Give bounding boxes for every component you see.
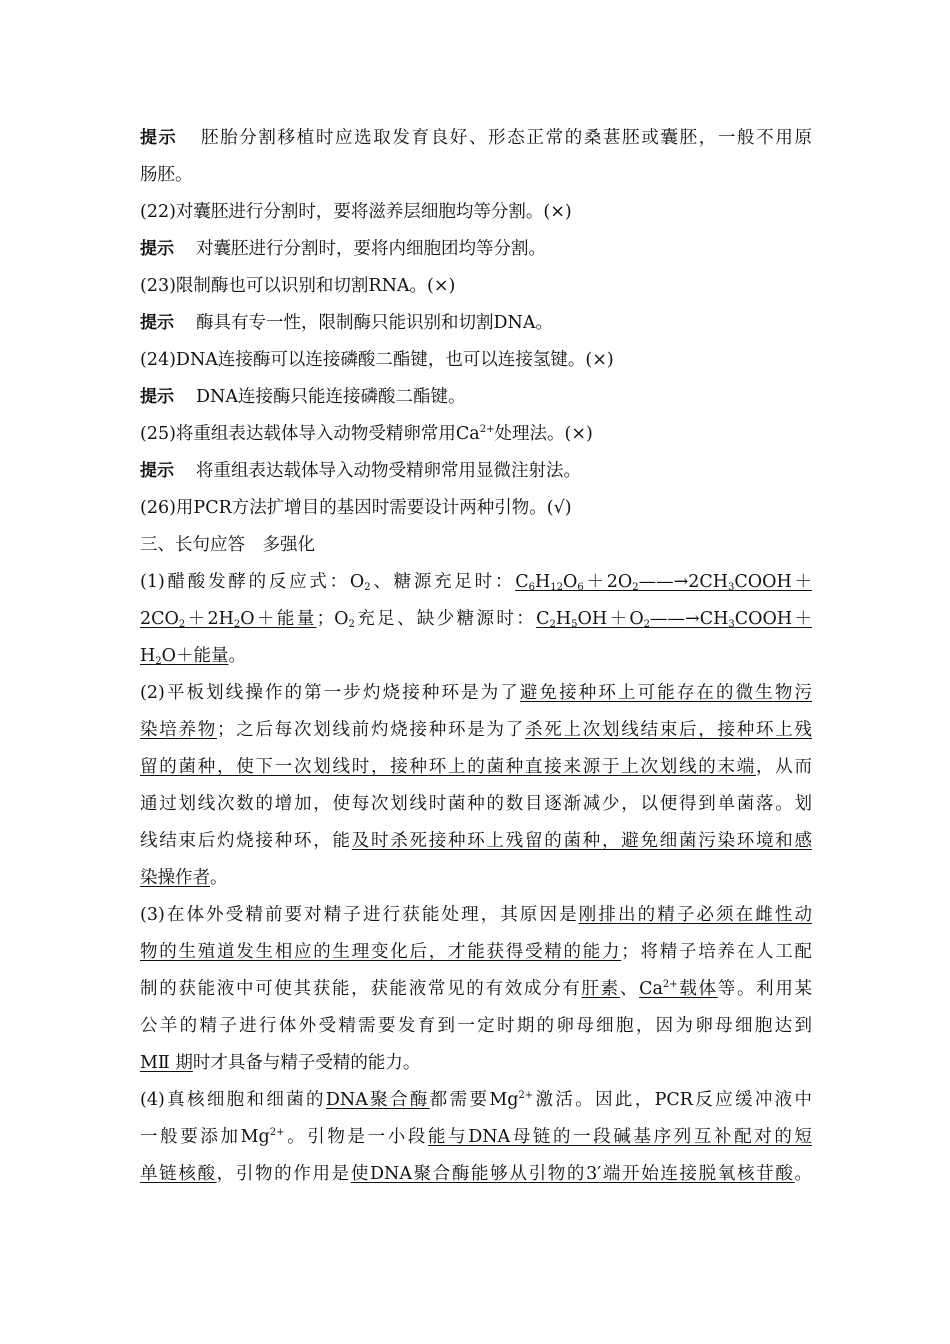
hint-22-text: 对囊胚进行分割时，要将内细胞团均等分割。 <box>196 239 546 259</box>
hint-21-text: 胚胎分割移植时应选取发育良好、形态正常的桑葚胚或囊胚，一般不用原 <box>199 128 813 148</box>
hint-label: 提示 <box>140 313 174 333</box>
section-heading: 三、长句应答 多强化 <box>140 535 315 555</box>
answer-1-line-2: $2CO_2+2H_2O+$能量；$O_2$充足、缺少糖源时：$C_2H_5OH+O_2——\to CH_3COOH+$ <box>140 609 812 630</box>
hint-24 <box>140 379 812 416</box>
question-26: (26)用PCR方法扩增目的基因时需要设计两种引物。(√) <box>140 498 572 518</box>
answer-1-line-1: (1)醋酸发酵的反应式：$O_2$、糖源充足时：$C_6H_{12}O_6+2O_2——\to 2CH_3COOH+$ <box>140 572 812 593</box>
hint-21-line-2: 肠胚。 <box>140 165 193 185</box>
hint-23-text: 酶具有专一性，限制酶只能识别和切割DNA。 <box>196 313 553 333</box>
answer-2-line-3: 留的菌种，使下一次划线时，接种环上的菌种直接来源于上次划线的末端，从而 <box>140 757 812 777</box>
hint-21-line-1 <box>140 120 812 157</box>
answer-3-line-4: 公羊的精子进行体外受精需要发育到一定时期的卵母细胞，因为卵母细胞达到 <box>140 1016 812 1036</box>
hint-22 <box>140 231 812 268</box>
answer-3-line-3: 制的获能液中可使其获能，获能液常见的有效成分有肝素、$Ca^{2+}$载体等。利用某 <box>140 979 813 999</box>
answer-2-line-1: (2)平板划线操作的第一步灼烧接种环是为了避免接种环上可能存在的微生物污 <box>140 683 812 703</box>
hint-23 <box>140 305 812 342</box>
hint-25-text: 将重组表达载体导入动物受精卵常用显微注射法。 <box>196 461 581 481</box>
hint-label: 提示 <box>140 239 174 259</box>
answer-4-line-2: 一般要添加$Mg^{2+}$。引物是一小段能与DNA母链的一段碱基序列互补配对的短 <box>140 1127 813 1147</box>
formula-sugar-poor-cont: $H_2O+$能量 <box>140 646 229 667</box>
answer-2-line-4: 通过划线次数的增加，使每次划线时菌种的数目逐渐减少，以便得到单菌落。划 <box>140 794 812 814</box>
answer-3-line-5: MⅡ 期时才具备与精子受精的能力。 <box>140 1053 421 1073</box>
hint-label: 提示 <box>140 461 174 481</box>
hint-label: 提示 <box>140 387 174 407</box>
answer-2-line-5: 线结束后灼烧接种环，能及时杀死接种环上残留的菌种，避免细菌污染环境和感 <box>140 831 812 851</box>
question-25: (25)将重组表达载体导入动物受精卵常用$Ca^{2+}$处理法。(×) <box>140 424 593 444</box>
formula-sugar-rich-cont: $2CO_2+2H_2O+$能量 <box>140 609 317 630</box>
answer-2-line-6: 染操作者。 <box>140 868 228 888</box>
answer-2-line-2: 染培养物；之后每次划线前灼烧接种环是为了杀死上次划线结束后，接种环上残 <box>140 720 812 740</box>
question-24: (24)DNA连接酶可以连接磷酸二酯键，也可以连接氢键。(×) <box>140 350 614 370</box>
formula-sugar-rich: $C_6H_{12}O_6+2O_2——\to 2CH_3COOH+$ <box>515 572 812 593</box>
document-body <box>140 120 812 1193</box>
answer-4-line-3: 单链核酸，引物的作用是使DNA聚合酶能够从引物的3′端开始连接脱氧核苷酸。 <box>140 1164 813 1184</box>
question-23: (23)限制酶也可以识别和切割RNA。(×) <box>140 276 456 296</box>
answer-3-line-1: (3)在体外受精前要对精子进行获能处理，其原因是刚排出的精子必须在雌性动 <box>140 905 812 925</box>
answer-4-line-1: (4)真核细胞和细菌的DNA聚合酶都需要$Mg^{2+}$激活。因此，PCR反应缓冲液中 <box>140 1090 813 1110</box>
hint-25 <box>140 453 812 490</box>
answer-1-line-3: $H_2O+$能量。 <box>140 646 246 667</box>
hint-label: 提示 <box>140 128 178 148</box>
question-22: (22)对囊胚进行分割时，要将滋养层细胞均等分割。(×) <box>140 202 572 222</box>
formula-sugar-poor: $C_2H_5OH+O_2——\to CH_3COOH+$ <box>536 609 812 630</box>
hint-24-text: DNA连接酶只能连接磷酸二酯键。 <box>196 387 466 407</box>
answer-3-line-2: 物的生殖道发生相应的生理变化后，才能获得受精的能力；将精子培养在人工配 <box>140 942 812 962</box>
